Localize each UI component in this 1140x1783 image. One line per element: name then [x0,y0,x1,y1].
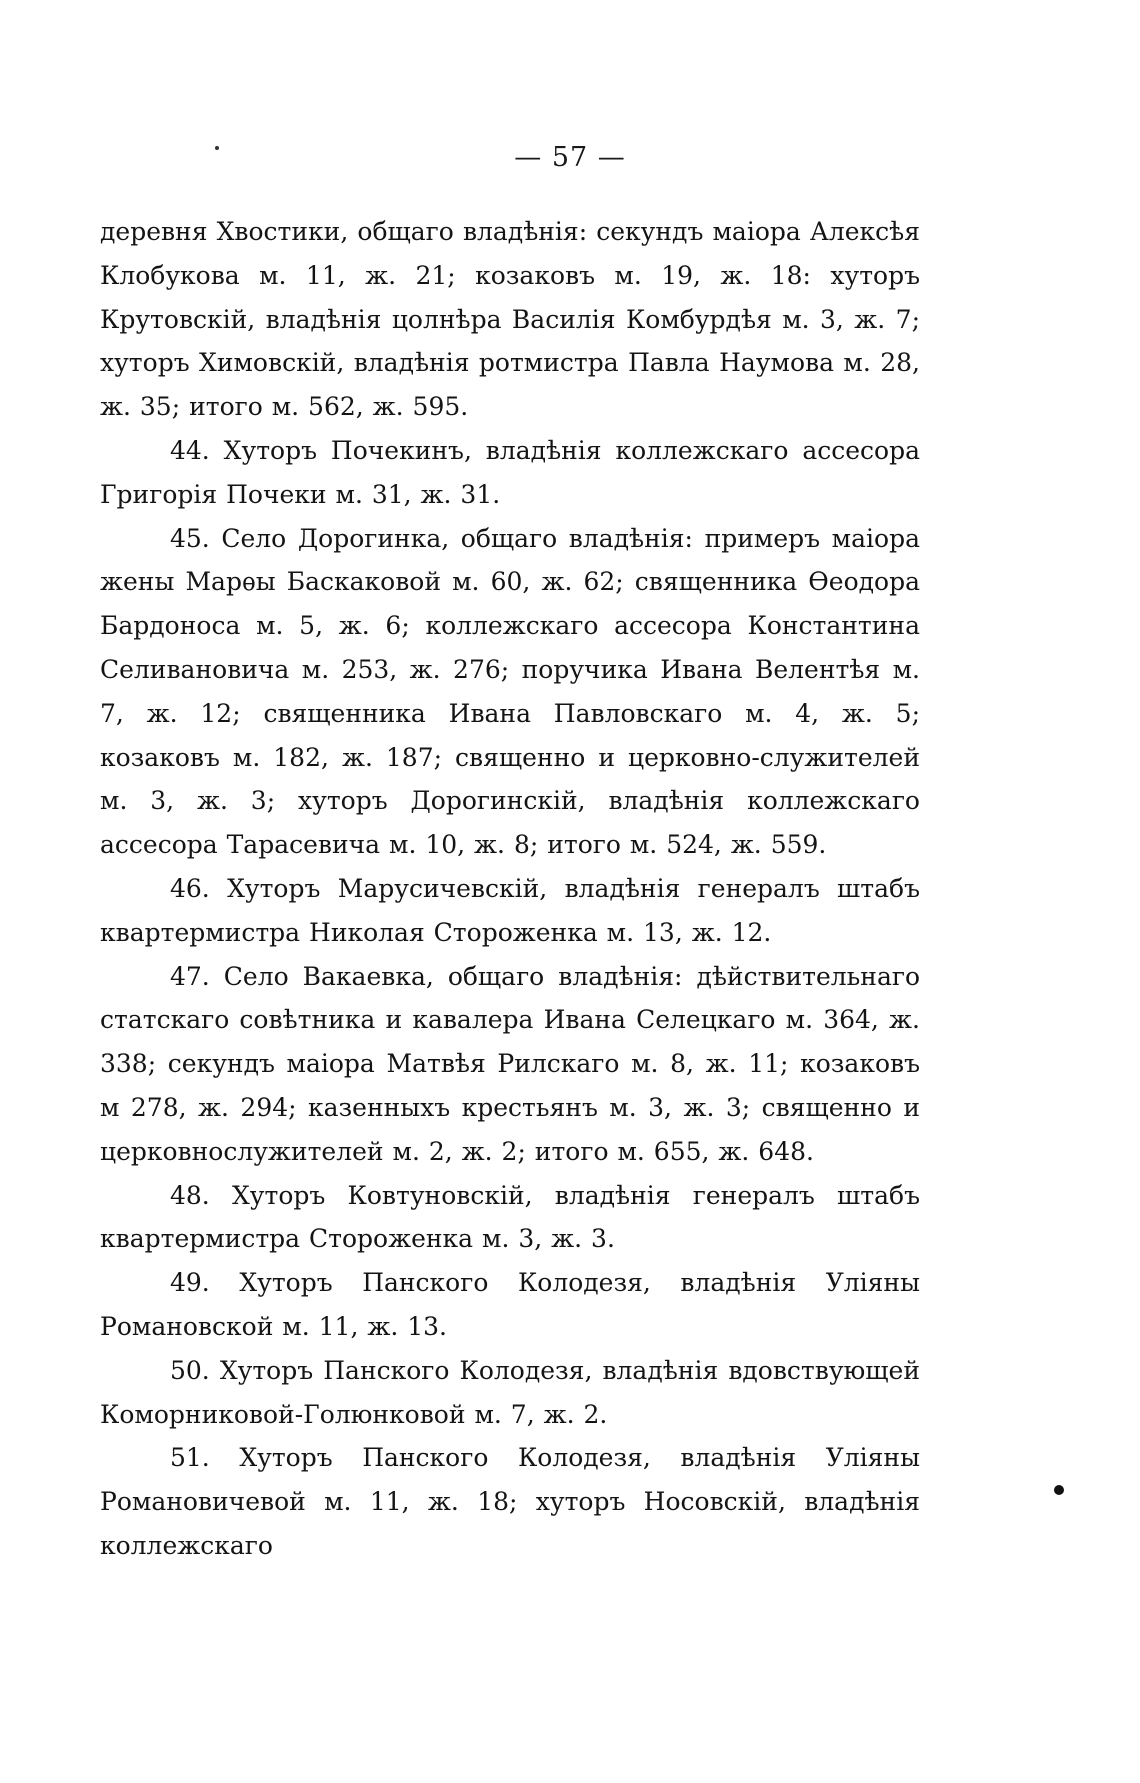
paragraph-entry-47: 47. Село Вакаевка, общаго владѣнія: дѣйствительнаго статскаго совѣтника и кавалера Ивана Селецкаго м. 364, ж. 338; секундъ маіора Матвѣя Рилскаго м. 8, ж. 11; козаковъ м 278, ж. 294; казенныхъ крестьянъ м. 3, ж. 3; священно и церковнослужителей м. 2, ж. 2; итого м. 655, ж. 648. [100,961,920,1166]
speck-mark [1054,1485,1064,1495]
paragraph-entry-46: 46. Хуторъ Марусичевскій, владѣнія генералъ штабъ квартермистра Николая Стороженка м. 13, ж. 12. [100,873,920,947]
page-body-text [100,210,920,1568]
paragraph-entry-48: 48. Хуторъ Ковтуновскій, владѣнія генералъ штабъ квартермистра Стороженка м. 3, ж. 3. [100,1180,920,1254]
paragraph-entry-44: 44. Хуторъ Почекинъ, владѣнія коллежскаго ассесора Григорія Почеки м. 31, ж. 31. [100,435,920,509]
page-number: — 57 — [514,142,626,173]
paragraph-entry-45: 45. Село Дорогинка, общаго владѣнія: примеръ маіора жены Марѳы Баскаковой м. 60, ж. 62; священника Ѳеодора Бардоноса м. 5, ж. 6; коллежскаго ассесора Константина Селивановича м. 253, ж. 276; поручика Ивана Велентѣя м. 7, ж. 12; священника Ивана Павловскаго м. 4, ж. 5; козаковъ м. 182, ж. 187; священно и церковно-служителей м. 3, ж. 3; хуторъ Дорогинскій, владѣнія коллежскаго ассесора Тарасевича м. 10, ж. 8; итого м. 524, ж. 559. [100,523,920,860]
paragraph-entry-50: 50. Хуторъ Панского Колодезя, владѣнія вдовствующей Коморниковой-Голюнковой м. 7, ж. 2. [100,1355,920,1429]
paragraph-continued: деревня Хвостики, общаго владѣнія: секундъ маіора Алексѣя Клобукова м. 11, ж. 21; козаковъ м. 19, ж. 18: хуторъ Крутовскій, владѣнія цолнѣра Василія Комбурдѣя м. 3, ж. 7; хуторъ Химовскій, владѣнія ротмистра Павла Наумова м. 28, ж. 35; итого м. 562, ж. 595. [100,217,920,422]
paragraph-entry-51: 51. Хуторъ Панского Колодезя, владѣнія Уліяны Романовичевой м. 11, ж. 18; хуторъ Носовскій, владѣнія коллежскаго [100,1443,920,1560]
paragraph-entry-49: 49. Хуторъ Панского Колодезя, владѣнія Уліяны Романовской м. 11, ж. 13. [100,1268,920,1341]
